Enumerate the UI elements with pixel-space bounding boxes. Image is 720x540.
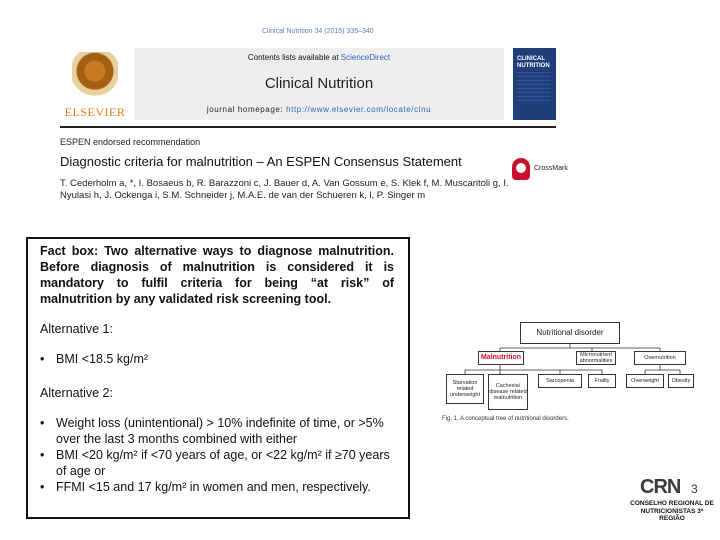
journal-banner bbox=[134, 48, 504, 120]
elsevier-tree-icon bbox=[72, 52, 118, 100]
crossmark-label: CrossMark bbox=[534, 165, 568, 172]
alternative-1-heading: Alternative 1: bbox=[40, 322, 113, 336]
tree-caption: Fig. 1. A conceptual tree of nutritional disorders. bbox=[442, 416, 569, 422]
contents-line bbox=[134, 53, 504, 62]
homepage-link[interactable]: http://www.elsevier.com/locate/clnu bbox=[286, 105, 432, 114]
publisher-name: ELSEVIER bbox=[64, 105, 126, 119]
crn-region-number: 3 bbox=[691, 482, 698, 496]
tree-root-node: Nutritional disorder bbox=[520, 322, 620, 344]
tree-node-overnutrition: Overnutrition bbox=[634, 351, 686, 365]
tree-node-sarcopenia: Sarcopenia bbox=[538, 374, 582, 388]
criterion-item: • FFMI <15 and 17 kg/m² in women and men, respectively. bbox=[40, 479, 394, 495]
crn-letters: CRN bbox=[640, 476, 681, 498]
journal-citation: Clinical Nutrition 34 (2015) 335–340 bbox=[262, 28, 374, 35]
crn-name-line-2: NUTRICIONISTAS 3ª REGIÃO bbox=[640, 507, 704, 522]
crossmark-badge[interactable] bbox=[512, 158, 602, 182]
journal-title: Clinical Nutrition bbox=[264, 75, 374, 92]
cover-title: CLINICAL NUTRITION bbox=[517, 56, 550, 69]
crn-logo bbox=[630, 476, 714, 524]
tree-node-obesity: Obesity bbox=[668, 374, 694, 388]
tree-node-malnutrition: Malnutrition bbox=[478, 351, 524, 365]
crossmark-icon bbox=[512, 158, 530, 180]
journal-cover bbox=[513, 48, 556, 120]
homepage-line bbox=[134, 105, 504, 114]
criterion-item: • BMI <20 kg/m² if <70 years of age, or <22 kg/m² if ≥70 years of age or bbox=[40, 447, 394, 479]
cover-text-lines bbox=[517, 72, 551, 102]
article-category: ESPEN endorsed recommendation bbox=[60, 137, 201, 147]
crn-full-name bbox=[630, 500, 714, 523]
tree-node-frailty: Frailty bbox=[588, 374, 616, 388]
tree-node-micronutrient: Micronutrient abnormalities bbox=[576, 351, 616, 365]
tree-node-starvation: Starvation related underweight bbox=[446, 374, 484, 404]
elsevier-logo bbox=[60, 48, 130, 120]
contents-prefix: Contents lists available at bbox=[247, 53, 341, 62]
nutritional-disorder-tree bbox=[440, 318, 700, 430]
article-title: Diagnostic criteria for malnutrition – An ESPEN Consensus Statement bbox=[60, 154, 462, 169]
criterion-item: • BMI <18.5 kg/m² bbox=[40, 351, 394, 367]
author-list: T. Cederholm a, *, I. Bosaeus b, R. Barazzoni c, J. Bauer d, A. Van Gossum e, S. Klek f, M. Muscaritoli g, I. Nyulasi h, J. Ockenga i, S.M. Schneider j, M.A.E. de van der Schueren k, l, P. Singer m bbox=[60, 178, 509, 201]
alternative-2-heading: Alternative 2: bbox=[40, 386, 113, 400]
tree-node-overweight: Overweight bbox=[626, 374, 664, 388]
tree-node-cachexia: Cachexia/ disease related malnutrition bbox=[488, 374, 528, 410]
homepage-prefix: journal homepage: bbox=[206, 105, 287, 114]
header-divider bbox=[60, 126, 556, 128]
alternative-2-list bbox=[40, 415, 394, 495]
fact-box-intro: Fact box: Two alternative ways to diagnose malnutrition. Before diagnosis of malnutrition is considered it is mandatory to fulfil criteria for being “at risk” of malnutrition by any validated risk screening tool. bbox=[40, 244, 394, 306]
crn-name-line-1: CONSELHO REGIONAL DE bbox=[630, 500, 714, 507]
fact-box bbox=[26, 237, 410, 519]
alternative-1-list bbox=[40, 351, 394, 367]
sciencedirect-link[interactable]: ScienceDirect bbox=[340, 53, 391, 62]
criterion-item: • Weight loss (unintentional) > 10% indefinite of time, or >5% over the last 3 months combined with either bbox=[40, 415, 394, 447]
